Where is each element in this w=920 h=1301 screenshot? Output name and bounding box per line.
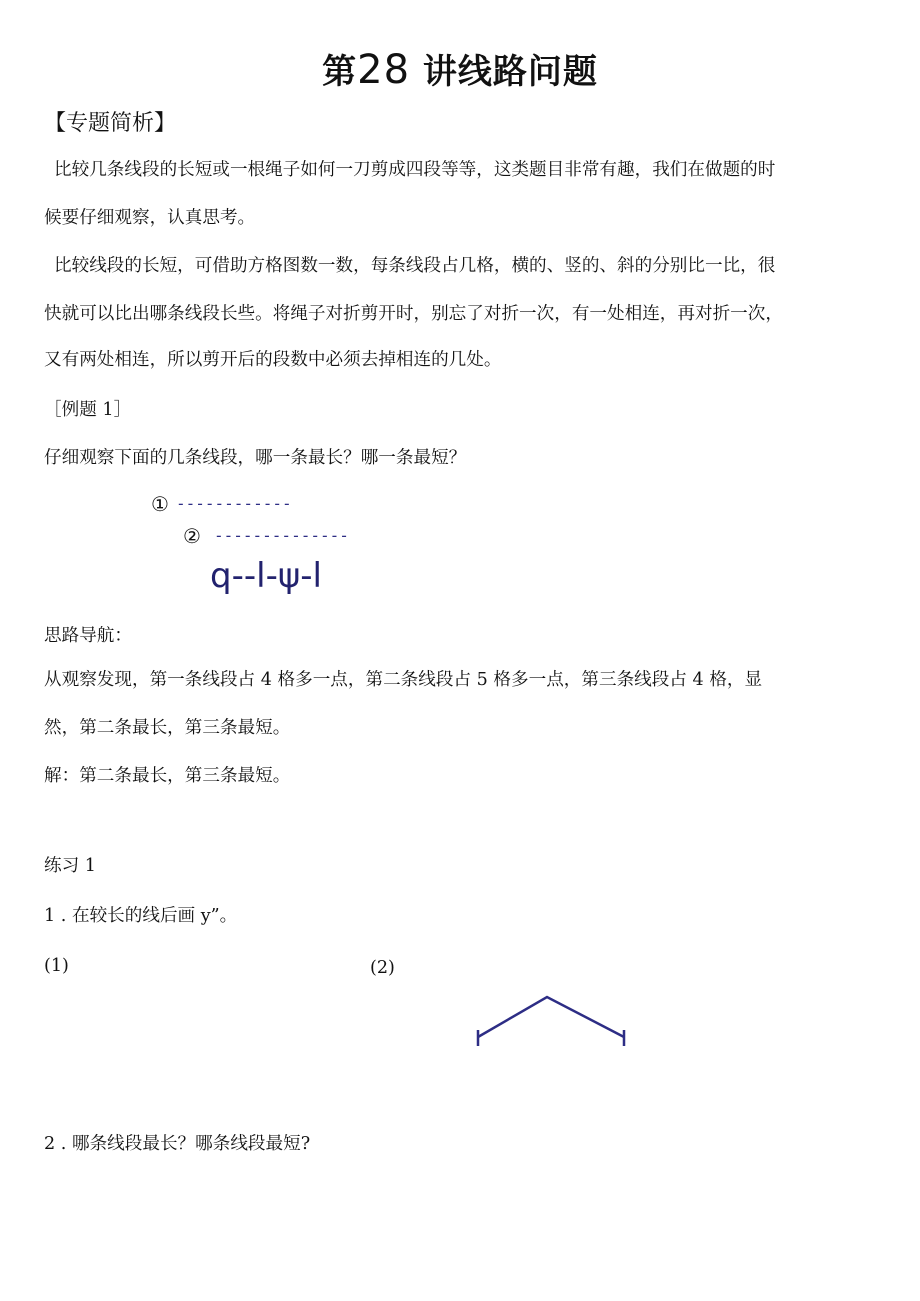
bent-line-figure xyxy=(470,990,635,1052)
hint-line-2: 然，第二条最长，第三条最短。 xyxy=(44,718,291,738)
segment-1: ------------ xyxy=(176,494,292,513)
page-title xyxy=(0,44,920,93)
intro-paragraph-2-line-2: 快就可以比出哪条线段长些。将绳子对折剪开时，别忘了对折一次，有一处相连，再对折一次， xyxy=(44,304,783,324)
example-question: 仔细观察下面的几条线段，哪一条最长？哪一条最短？ xyxy=(44,448,467,468)
title-number: 28 xyxy=(357,47,411,93)
intro-paragraph-1-line-1: 比较几条线段的长短或一根绳子如何一刀剪成四段等等，这类题目非常有趣，我们在做题的时 xyxy=(54,160,776,180)
segment-2: -------------- xyxy=(214,526,349,545)
hint-line-1: 从观察发现，第一条线段占 4 格多一点，第二条线段占 5 格多一点，第三条线段占 4 格，显 xyxy=(44,670,763,690)
intro-paragraph-1-line-2: 候要仔细观察，认真思考。 xyxy=(44,208,256,228)
example-label: ［例题 1］ xyxy=(44,400,132,420)
solution: 解：第二条最长，第三条最短。 xyxy=(44,766,291,786)
question-1-part-1-label: (1) xyxy=(44,956,69,976)
segment-2-marker: ② xyxy=(183,524,201,548)
question-2: 2 . 哪条线段最长？哪条线段最短? xyxy=(44,1134,311,1154)
question-1-part-2-label: (2) xyxy=(370,958,395,978)
title-suffix: 讲线路问题 xyxy=(422,52,598,92)
title-prefix: 第 xyxy=(322,52,358,92)
intro-paragraph-2-line-1: 比较线段的长短，可借助方格图数一数，每条线段占几格，横的、竖的、斜的分别比一比，很 xyxy=(54,256,776,276)
intro-paragraph-2-line-3: 又有两处相连，所以剪开后的段数中必须去掉相连的几处。 xyxy=(44,350,502,370)
practice-label: 练习 1 xyxy=(44,856,96,876)
segment-1-marker: ① xyxy=(151,492,169,516)
section-heading: 【专题简析】 xyxy=(44,111,177,136)
bent-line xyxy=(478,997,624,1037)
hint-label: 思路导航： xyxy=(44,626,132,646)
question-1: 1 . 在较长的线后画 y”。 xyxy=(44,906,238,926)
segment-3: q--l-ψ-l xyxy=(210,556,322,596)
